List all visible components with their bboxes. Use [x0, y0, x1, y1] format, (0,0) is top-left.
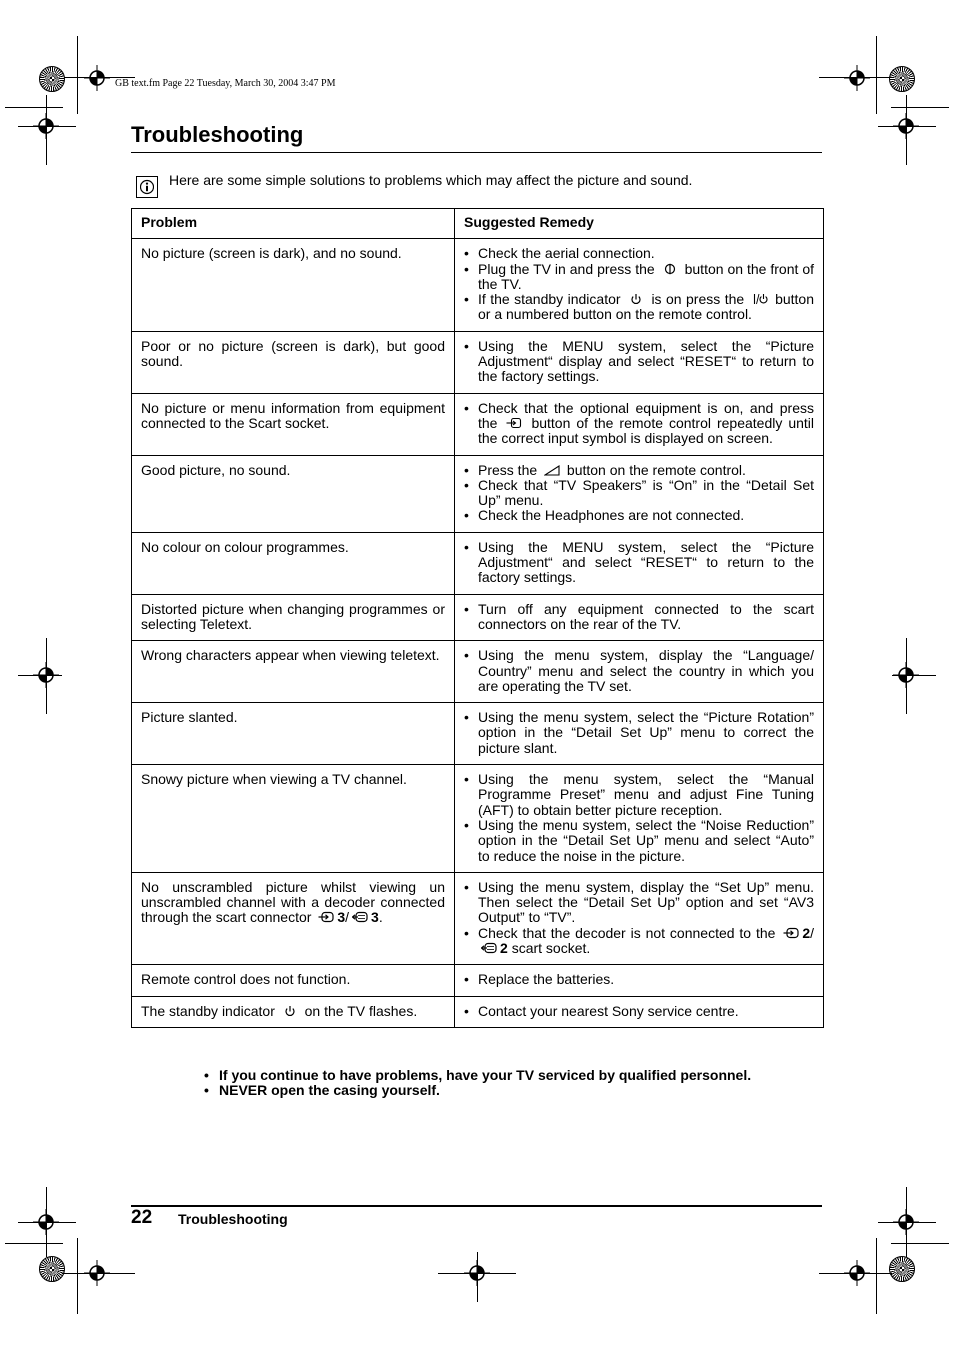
remedy-item [464, 818, 814, 864]
file-header: GB text.fm Page 22 Tuesday, March 30, 2004 3:47 PM [115, 78, 336, 89]
text-segment: No picture or menu information from equipment connected to the Scart socket. [141, 399, 445, 431]
remedy-column-header: Suggested Remedy [455, 209, 824, 239]
text-segment: 3 [371, 909, 379, 926]
problem-cell [132, 996, 455, 1027]
remedy-list [464, 540, 814, 586]
problem-column-header: Problem [132, 209, 455, 239]
text-segment: is on press the [651, 291, 745, 308]
remedy-cell [455, 965, 824, 996]
table-row [132, 455, 824, 532]
text-segment: Using the menu system, select the “Noise Reduction” option in the “Detail Set Up” menu and select “Auto” to reduce the noise in the picture. [478, 816, 814, 864]
remedy-list [464, 246, 814, 322]
scart-out-icon [352, 911, 368, 923]
remedy-cell [455, 455, 824, 532]
text-segment: 3 [337, 909, 346, 926]
text-segment: Using the menu system, select the “Picture Rotation” option in the “Detail Set Up” menu to correct the picture slant. [478, 709, 814, 756]
remedy-list [464, 972, 814, 987]
remedy-cell [455, 996, 824, 1027]
standby-icon [628, 293, 644, 305]
text-segment: If the standby indicator [478, 291, 621, 308]
text-segment: Wrong characters appear when viewing teletext. [141, 647, 440, 664]
color-bar-icon [889, 1256, 915, 1282]
text-segment: Turn off any equipment connected to the scart connectors on the rear of the TV. [478, 600, 814, 632]
text-segment: Replace the batteries. [478, 971, 615, 988]
remedy-cell [455, 872, 824, 964]
remedy-item [464, 292, 814, 323]
power-icon [662, 263, 678, 275]
table-row [132, 996, 824, 1027]
text-segment: No picture (screen is dark), and no sound. [141, 245, 402, 262]
problem-cell [132, 455, 455, 532]
remedy-list [464, 602, 814, 633]
table-row [132, 765, 824, 873]
footer-section-label: Troubleshooting [178, 1211, 288, 1227]
table-row [132, 331, 824, 393]
text-segment: Using the MENU system, select the “Picture Adjustment“ and select “RESET“ to return to the factory settings. [478, 538, 814, 586]
remedy-list [464, 648, 814, 694]
remedy-cell [455, 594, 824, 641]
text-segment: Remote control does not function. [141, 971, 351, 988]
text-segment: button of the remote control repeatedly until the correct input symbol is displayed on screen. [478, 414, 815, 447]
remedy-list [464, 401, 814, 447]
remedy-item [464, 1004, 814, 1019]
scart-in-icon [783, 927, 799, 939]
table-row [132, 872, 824, 964]
remedy-list [464, 710, 814, 756]
remedy-item [464, 972, 814, 987]
tv-standby-icon [752, 293, 768, 305]
registration-mark-icon [464, 1260, 490, 1286]
text-segment: Check that “TV Speakers” is “On” in the “Detail Set Up” menu. [478, 476, 814, 509]
problem-cell [132, 703, 455, 765]
text-segment: Poor or no picture (screen is dark), but good sound. [141, 337, 445, 370]
text-segment: / [810, 924, 815, 941]
text-segment: Picture slanted. [141, 709, 238, 726]
remedy-cell [455, 239, 824, 331]
table-row [132, 703, 824, 765]
title-rule [131, 152, 822, 153]
problem-cell [132, 532, 455, 594]
remedy-cell [455, 393, 824, 455]
text-segment: 2 [500, 939, 508, 956]
text-segment: No colour on colour programmes. [141, 538, 349, 555]
registration-mark-icon [84, 65, 110, 91]
problem-cell [132, 594, 455, 641]
text-segment: button on the remote control. [566, 461, 746, 478]
remedy-item [464, 880, 814, 926]
scart-out-icon [481, 942, 497, 954]
troubleshooting-table [131, 208, 824, 1028]
problem-cell [132, 641, 455, 703]
text-segment: Good picture, no sound. [141, 461, 291, 478]
text-segment: button on the front of the TV. [478, 260, 815, 292]
warning-list [203, 1068, 751, 1099]
remedy-item [464, 602, 814, 633]
color-bar-icon [889, 66, 915, 92]
text-segment: on the TV flashes. [304, 1002, 418, 1019]
text-segment: Using the MENU system, select the “Picture Adjustment“ display and select “RESET“ to return to the factory settings. [478, 337, 814, 385]
registration-mark-icon [33, 113, 59, 139]
footer-rule [131, 1205, 822, 1207]
text-segment: scart socket. [511, 939, 591, 956]
text-segment: Using the menu system, display the “Set Up” menu. Then select the “Detail Set Up” option and set “AV3 Output” to “TV”. [478, 878, 814, 926]
registration-mark-icon [33, 1209, 59, 1235]
remedy-list [464, 772, 814, 864]
problem-cell [132, 765, 455, 873]
registration-mark-icon [844, 1260, 870, 1286]
text-segment: 2 [802, 924, 811, 941]
remedy-cell [455, 532, 824, 594]
info-icon [136, 176, 158, 198]
remedy-item [464, 540, 814, 586]
remedy-list [464, 463, 814, 524]
remedy-item [464, 246, 814, 261]
registration-mark-icon [893, 1209, 919, 1235]
text-segment: Press the [478, 461, 538, 478]
registration-mark-icon [844, 65, 870, 91]
text-segment: Distorted picture when changing programmes or selecting Teletext. [141, 600, 445, 632]
color-bar-icon [39, 66, 65, 92]
remedy-cell [455, 703, 824, 765]
remedy-cell [455, 331, 824, 393]
remedy-item [464, 508, 814, 523]
page-title: Troubleshooting [131, 122, 304, 147]
problem-cell [132, 393, 455, 455]
remedy-cell [455, 765, 824, 873]
remedy-item [464, 401, 814, 447]
registration-mark-icon [33, 662, 59, 688]
problem-cell [132, 965, 455, 996]
text-segment: Contact your nearest Sony service centre. [478, 1002, 739, 1019]
remedy-item [464, 478, 814, 509]
remedy-list [464, 1004, 814, 1019]
registration-mark-icon [84, 1260, 110, 1286]
warning-item: • NEVER open the casing yourself. [203, 1083, 751, 1098]
text-segment: . [378, 909, 383, 926]
table-row [132, 641, 824, 703]
table-header-row [132, 209, 824, 239]
volume-icon [544, 464, 560, 476]
intro-text: Here are some simple solutions to problems which may affect the picture and sound. [169, 172, 693, 188]
table-row [132, 594, 824, 641]
remedy-item [464, 262, 814, 293]
remedy-list [464, 339, 814, 385]
problem-cell [132, 872, 455, 964]
text-segment: Check the aerial connection. [478, 245, 655, 262]
text-segment: Check the Headphones are not connected. [478, 507, 745, 524]
color-bar-icon [39, 1256, 65, 1282]
table-row [132, 239, 824, 331]
remedy-item [464, 648, 814, 694]
remedy-item [464, 339, 814, 385]
table-body [132, 239, 824, 1028]
registration-mark-icon [893, 662, 919, 688]
warning-item: • If you continue to have problems, have your TV serviced by qualified personnel. [203, 1068, 751, 1083]
remedy-item [464, 710, 814, 756]
scart-in-icon [318, 911, 334, 923]
text-segment: button or a numbered button on the remote control. [478, 291, 814, 323]
text-segment: The standby indicator [141, 1002, 275, 1019]
table-row [132, 393, 824, 455]
remedy-item [464, 926, 814, 957]
standby-icon [282, 1005, 298, 1017]
text-segment: No unscrambled picture whilst viewing un unscrambled channel with a decoder connected through the scart connector [141, 878, 445, 926]
page-number: 22 [131, 1207, 153, 1228]
text-segment: / [345, 909, 350, 926]
remedy-item [464, 463, 814, 478]
registration-mark-icon [893, 113, 919, 139]
problem-cell [132, 239, 455, 331]
text-segment: Snowy picture when viewing a TV channel. [141, 771, 407, 788]
remedy-cell [455, 641, 824, 703]
text-segment: Check that the optional equipment is on, and press the [478, 399, 814, 431]
remedy-list [464, 880, 814, 956]
problem-cell [132, 331, 455, 393]
input-select-icon [506, 417, 522, 429]
text-segment: Plug the TV in and press the [478, 260, 655, 277]
table-row [132, 532, 824, 594]
remedy-item [464, 772, 814, 818]
text-segment: Using the menu system, display the “Language/ Country” menu and select the country in which you are operating the TV set. [478, 647, 814, 694]
table-row [132, 965, 824, 996]
text-segment: Using the menu system, select the “Manual Programme Preset” menu and adjust Fine Tuning (AFT) to obtain better picture reception. [478, 771, 814, 818]
text-segment: Check that the decoder is not connected to the [478, 924, 776, 941]
